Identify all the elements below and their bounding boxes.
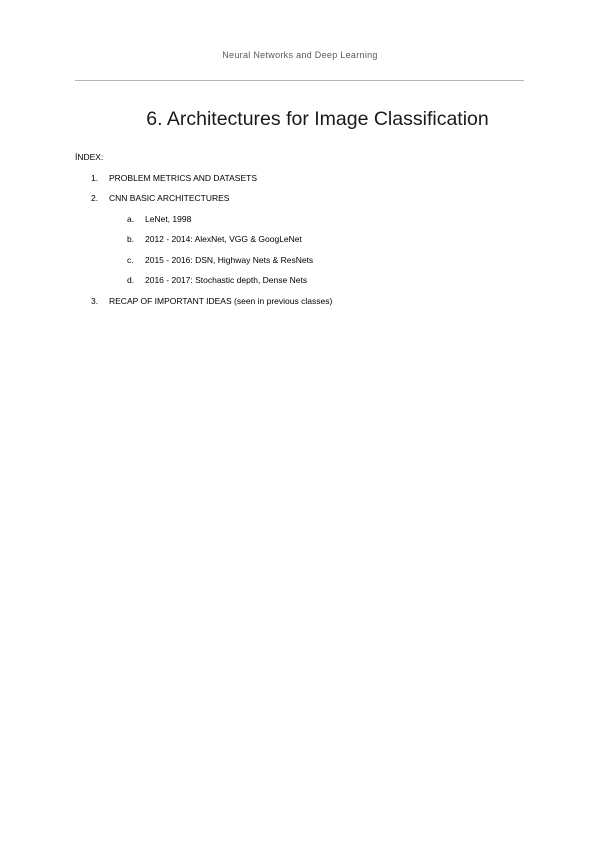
sublist-item-letter: b.: [127, 234, 135, 244]
sublist-item-c: [127, 255, 313, 265]
list-item-text: PROBLEM METRICS AND DATASETS: [109, 173, 257, 183]
list-item-number: 3.: [91, 296, 99, 306]
sublist-item-a: [127, 214, 191, 224]
sublist-item-text: 2015 - 2016: DSN, Highway Nets & ResNets: [145, 255, 314, 265]
sublist-item-b: [127, 234, 302, 244]
header-divider: [75, 80, 524, 81]
running-header: Neural Networks and Deep Learning: [222, 50, 378, 60]
list-item-number: 2.: [91, 193, 99, 203]
list-item-text: CNN BASIC ARCHITECTURES: [109, 193, 230, 203]
sublist-item-d: [127, 275, 307, 285]
sublist-item-letter: c.: [127, 255, 134, 265]
sublist-item-text: 2012 - 2014: AlexNet, VGG & GoogLeNet: [145, 234, 302, 244]
index-label: ÍNDEX:: [75, 152, 104, 162]
document-title: 6. Architectures for Image Classification: [146, 108, 489, 130]
sublist-item-text: LeNet, 1998: [145, 214, 192, 224]
sublist-item-text: 2016 - 2017: Stochastic depth, Dense Nets: [145, 275, 308, 285]
list-item-3: [91, 296, 332, 306]
sublist-item-letter: d.: [127, 275, 135, 285]
list-item-2: [91, 193, 229, 203]
list-item-1: [91, 173, 257, 183]
list-item-number: 1.: [91, 173, 99, 183]
sublist-item-letter: a.: [127, 214, 135, 224]
list-item-text: RECAP OF IMPORTANT IDEAS (seen in previous classes): [109, 296, 333, 306]
